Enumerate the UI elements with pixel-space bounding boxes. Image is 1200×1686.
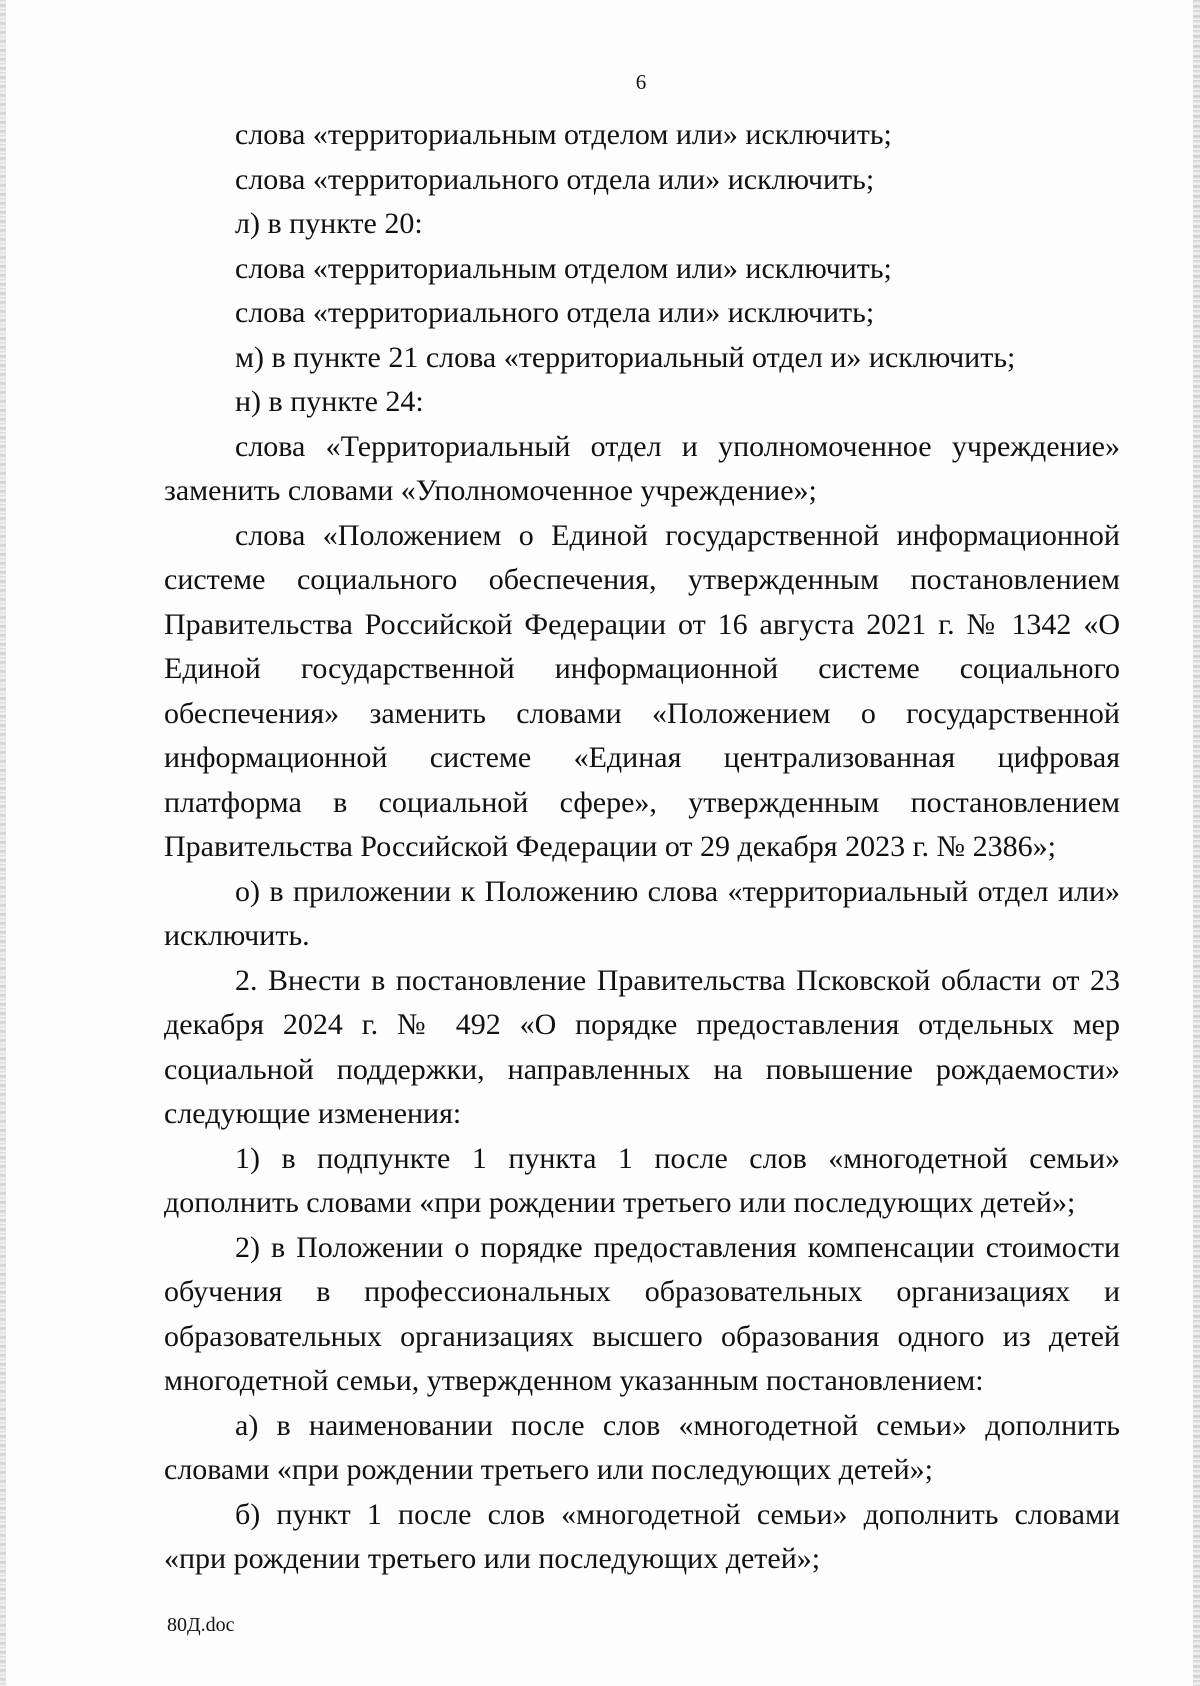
paragraph: 2) в Положении о порядке предоставления компенсации стоимости обучения в профессиональных образовательных организациях и образовательных организациях высшего образования одного из детей многодетной семьи, утвержденном указанным постановлением:	[164, 1230, 1120, 1397]
paragraph: н) в пункте 24:	[235, 385, 424, 418]
document-body	[164, 113, 1120, 1582]
page-number: 6	[635, 70, 647, 94]
paragraph: слова «территориальным отделом или» исключить;	[235, 251, 892, 285]
paragraph: а) в наименовании после слов «многодетной семьи» дополнить словами «при рождении третьего или последующих детей»;	[164, 1408, 1120, 1486]
paragraph: м) в пункте 21 слова «территориальный отдел и» исключить;	[235, 340, 1016, 374]
paragraph: слова «территориального отдела или» исключить;	[235, 162, 875, 196]
paragraph: слова «Положением о Единой государственной информационной системе социального обеспечения, утвержденным постановлением Правительства Российской Федерации от 16 августа 2021 г. № 1342 «О Единой государственной информационной системе социального обеспечения» заменить словами «Положением о государственной информационной системе «Единая централизованная цифровая платформа в социальной сфере», утвержденным постановлением Правительства Российской Федерации от 29 декабря 2023 г. № 2386»;	[164, 518, 1120, 863]
paragraph: б) пункт 1 после слов «многодетной семьи» дополнить словами «при рождении третьего или последующих детей»;	[164, 1497, 1120, 1575]
file-name-footer: 80Д.doc	[167, 1614, 235, 1636]
paragraph: слова «Территориальный отдел и уполномоченное учреждение» заменить словами «Уполномоченное учреждение»;	[164, 429, 1120, 507]
paragraph: 1) в подпункте 1 пункта 1 после слов «многодетной семьи» дополнить словами «при рождении третьего или последующих детей»;	[164, 1141, 1120, 1219]
scan-edge-left	[0, 0, 6, 1686]
paragraph: слова «территориального отдела или» исключить;	[235, 296, 875, 329]
paragraph: 2. Внести в постановление Правительства Псковской области от 23 декабря 2024 г. № 492 «О порядке предоставления отдельных мер социальной поддержки, направленных на повышение рождаемости» следующие изменения:	[164, 963, 1120, 1130]
paragraph: о) в приложении к Положению слова «территориальный отдел или» исключить.	[164, 874, 1120, 952]
paragraph: слова «территориальным отделом или» исключить;	[235, 118, 892, 151]
scan-edge-right	[1193, 0, 1200, 1686]
paragraph: л) в пункте 20:	[235, 207, 423, 240]
